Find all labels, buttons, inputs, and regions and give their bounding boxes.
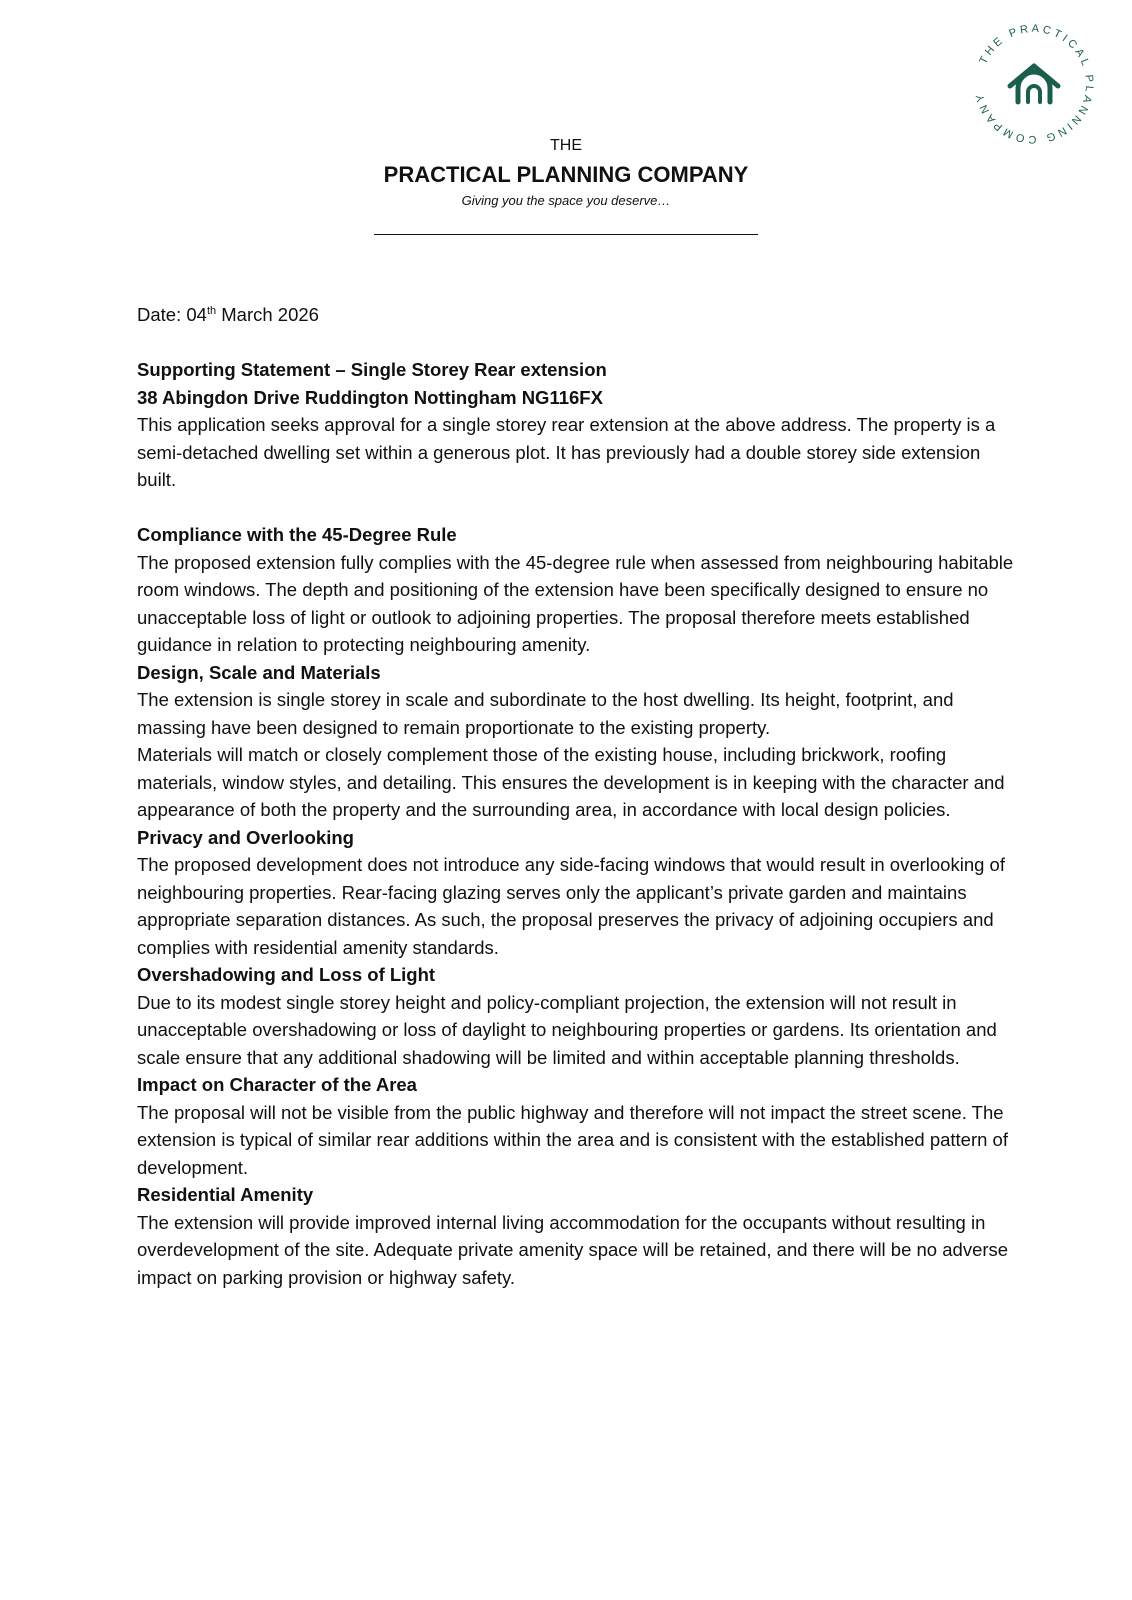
section-residential-amenity	[137, 1181, 1017, 1291]
date-rest: March 2026	[216, 304, 319, 325]
section-paragraph: The extension will provide improved internal living accommodation for the occupants without resulting in overdevelopment of the site. Adequate private amenity space will be retained, and there will be no adverse impact on parking provision or highway safety.	[137, 1211, 1009, 1288]
section-design-scale-materials	[137, 659, 1017, 824]
section-character-of-area	[137, 1071, 1017, 1181]
section-heading: Impact on Character of the Area	[137, 1074, 417, 1095]
letterhead-the: THE	[550, 137, 582, 154]
date-ordinal-suffix: th	[206, 304, 217, 317]
letterhead	[0, 136, 1132, 235]
section-overshadowing	[137, 961, 1017, 1071]
section-paragraph: The proposed development does not introduce any side-facing windows that would result in overlooking of neighbouring properties. Rear-facing glazing serves only the applicant’s private garden and maintains appropriate separation distances. As such, the proposal preserves the privacy of adjoining occupiers and complies with residential amenity standards.	[137, 854, 1005, 958]
company-logo-graphic	[966, 16, 1102, 152]
intro-paragraph: This application seeks approval for a single storey rear extension at the above address. The property is a semi-detached dwelling set within a generous plot. It has previously had a double storey side extension built.	[137, 414, 996, 490]
statement-title: Supporting Statement – Single Storey Rear extension	[137, 359, 607, 380]
paragraph-spacer	[137, 494, 1017, 522]
section-heading: Privacy and Overlooking	[137, 826, 354, 848]
section-heading: Compliance with the 45-Degree Rule	[137, 524, 457, 545]
section-paragraph: The extension is single storey in scale and subordinate to the host dwelling. Its height, footprint, and massing have been designed to remain proportionate to the existing property.	[137, 689, 954, 738]
section-paragraph: The proposed extension fully complies with the 45-degree rule when assessed from neighbouring habitable room windows. The depth and positioning of the extension have been specifically designed to ensure no unacceptable loss of light or outlook to adjoining properties. The proposal therefore meets established guidance in relation to protecting neighbouring amenity.	[137, 551, 1014, 655]
company-tagline: Giving you the space you deserve…	[461, 193, 671, 208]
section-heading: Overshadowing and Loss of Light	[137, 964, 436, 985]
section-privacy-overlooking	[137, 824, 1017, 962]
document-body	[137, 301, 1017, 1291]
section-heading: Design, Scale and Materials	[137, 661, 381, 683]
logo-ring-text: THE PRACTICAL PLANNING COMPANY	[973, 22, 1096, 146]
company-logo	[966, 16, 1102, 152]
company-name: PRACTICAL PLANNING COMPANY	[383, 162, 749, 187]
document-date	[137, 301, 1017, 329]
date-label: Date: 04	[137, 304, 207, 325]
section-45-degree-rule	[137, 521, 1017, 659]
site-address: 38 Abingdon Drive Ruddington Nottingham NG116FX	[137, 386, 603, 408]
section-paragraph: Due to its modest single storey height and policy-compliant projection, the extension will not result in unacceptable overshadowing or loss of daylight to neighbouring properties or gardens. Its orientation and scale ensure that any additional shadowing will be limited and within acceptable planning thresholds.	[137, 991, 997, 1068]
house-arch-icon	[1010, 66, 1058, 102]
letterhead-divider	[374, 234, 758, 235]
section-heading: Residential Amenity	[137, 1184, 314, 1205]
section-paragraph: The proposal will not be visible from the public highway and therefore will not impact the street scene. The extension is typical of similar rear additions within the area and is consistent with the established pattern of development.	[137, 1101, 1008, 1178]
section-paragraph: Materials will match or closely complement those of the existing house, including brickwork, roofing materials, window styles, and detailing. This ensures the development is in keeping with the character and appearance of both the property and the surrounding area, in accordance with local design policies.	[137, 744, 1005, 820]
